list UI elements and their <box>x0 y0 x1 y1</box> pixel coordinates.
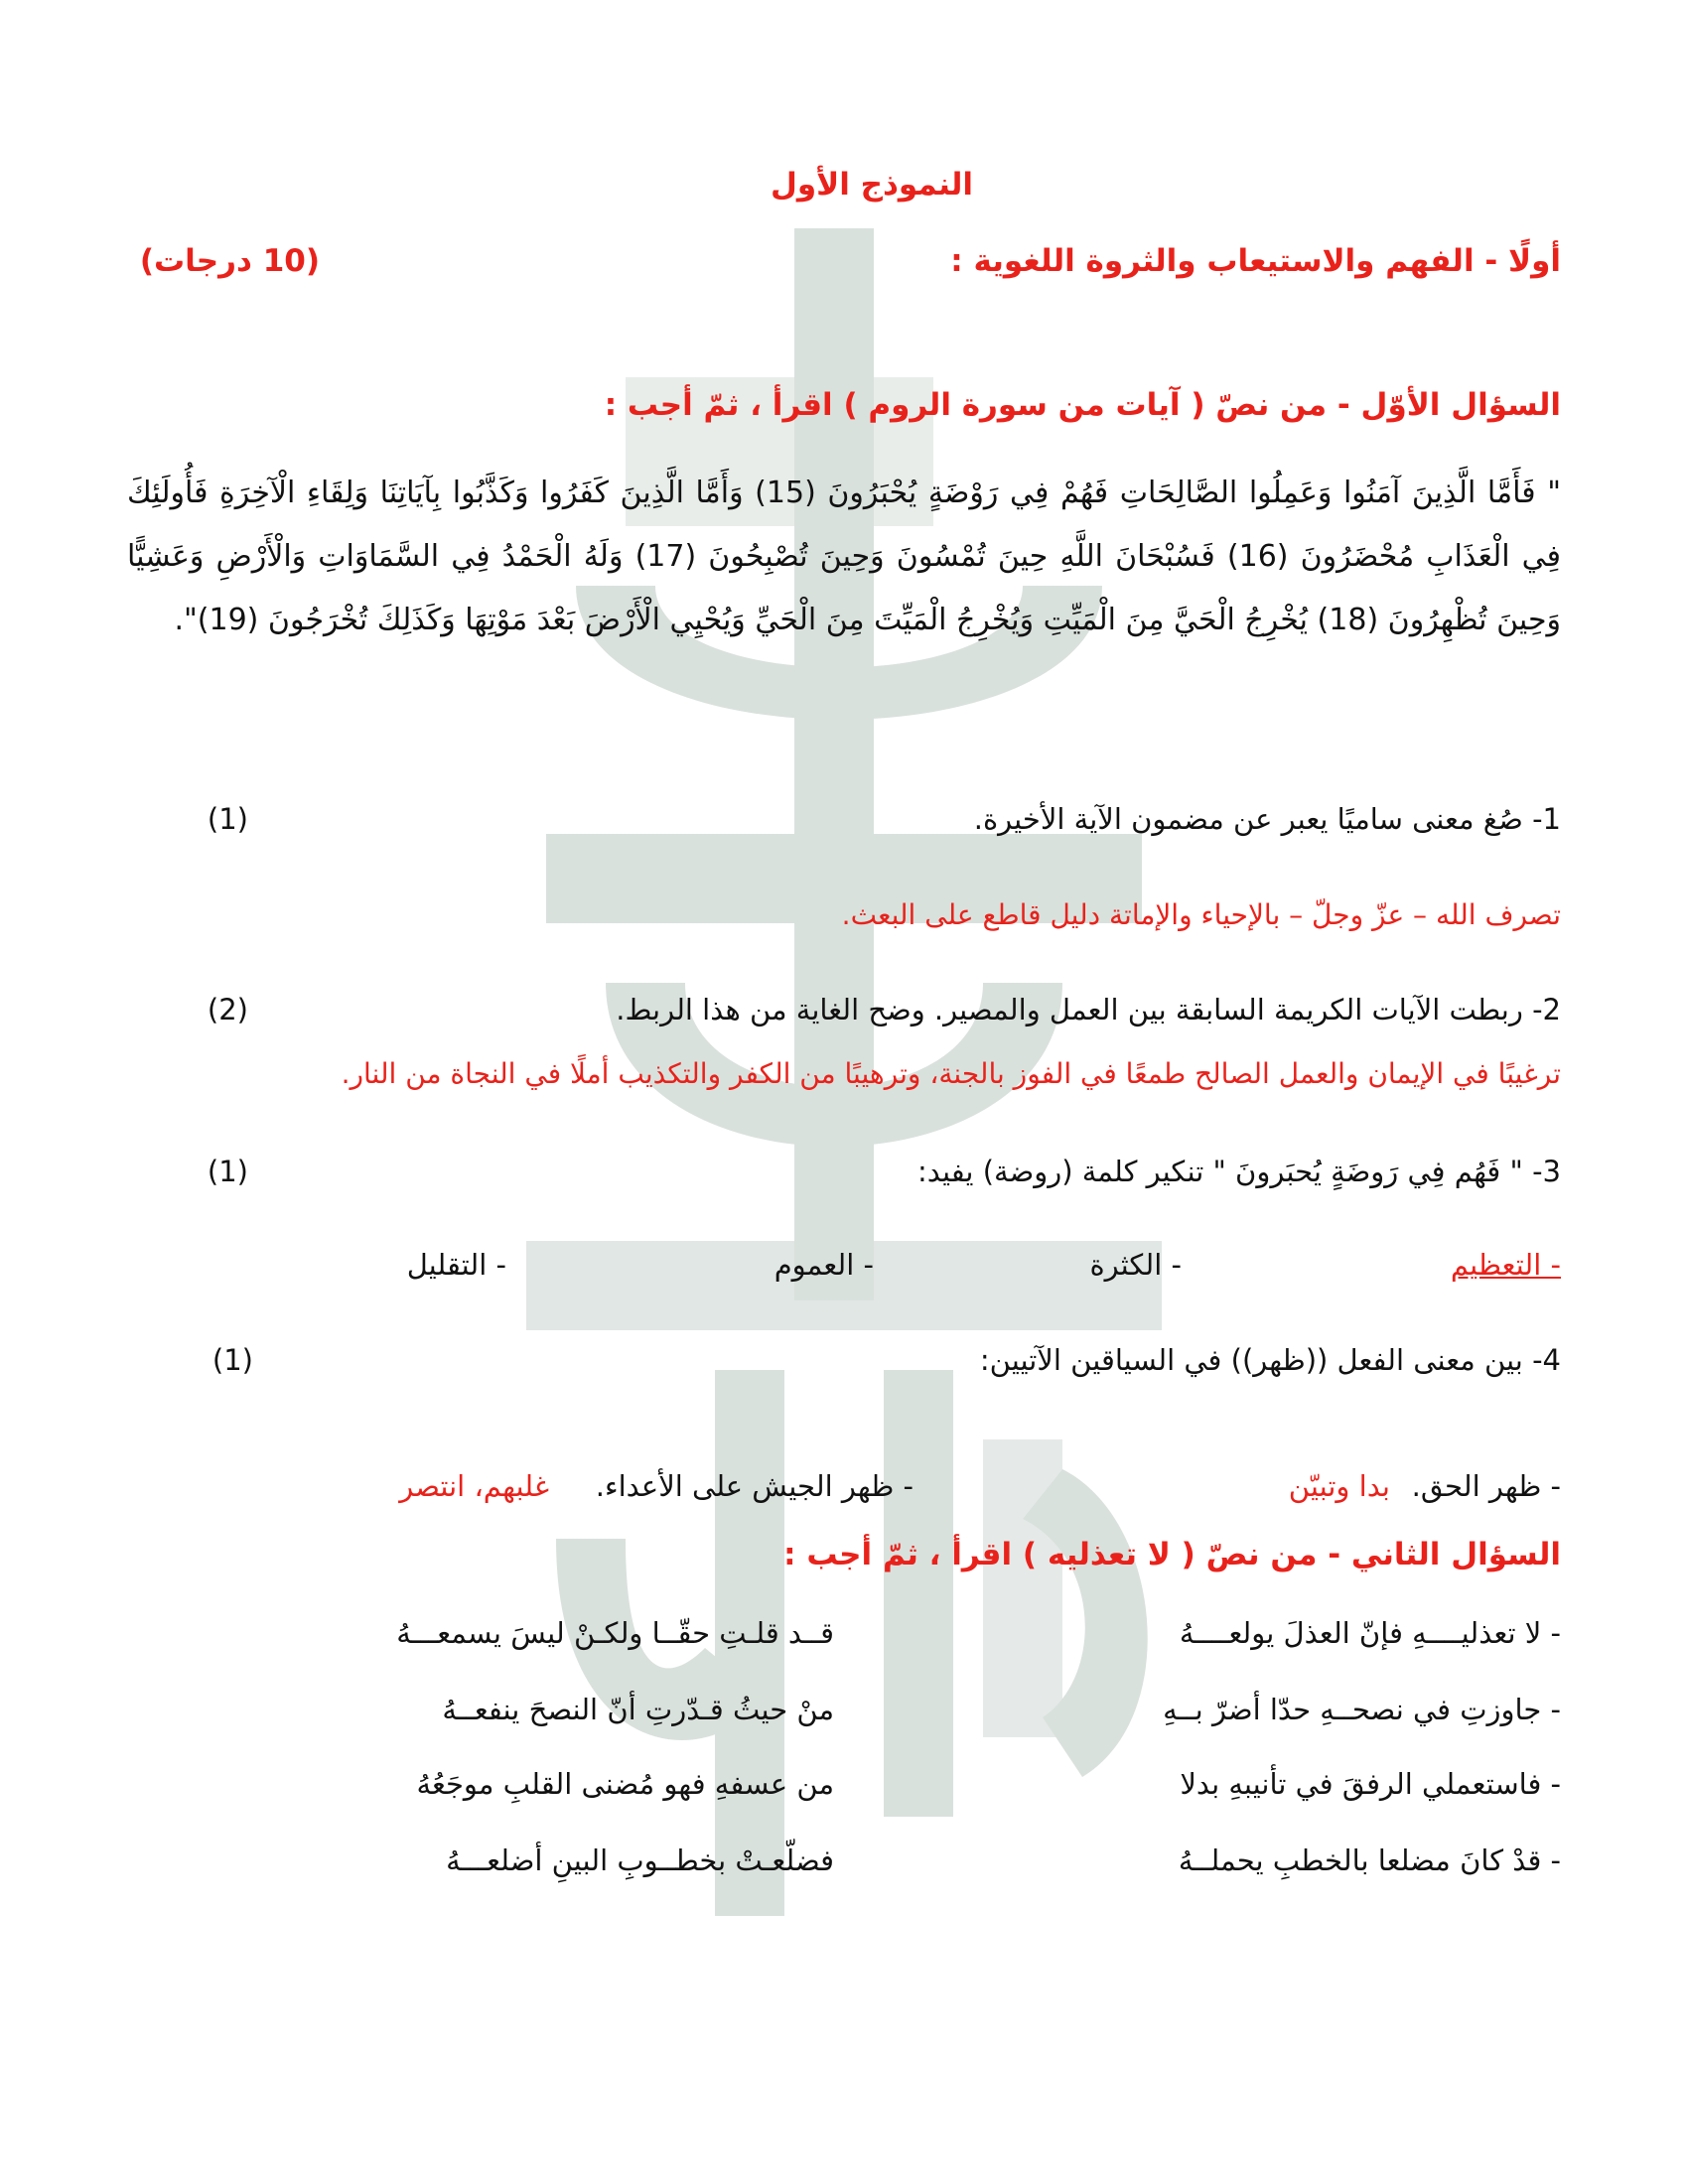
question-1-3-mark: (1) <box>207 1155 248 1188</box>
option-selected-text: - التعظيم <box>1450 1248 1561 1282</box>
question-1-4: 4- بين معنى الفعل ((ظهر)) في السياقين الآتيين: <box>979 1343 1561 1377</box>
quran-passage: " فَأَمَّا الَّذِينَ آمَنُوا وَعَمِلُوا الصَّالِحَاتِ فَهُمْ فِي رَوْضَةٍ يُحْبَرُونَ (15) وَأَمَّا الَّذِينَ كَفَرُوا وَكَذَّبُوا بِآيَاتِنَا وَلِقَاءِ الْآخِرَةِ فَأُولَئِكَ فِي الْعَذَابِ مُحْضَرُونَ (16) فَسُبْحَانَ اللَّهِ حِينَ تُمْسُونَ وَحِينَ تُصْبِحُونَ (17) وَلَهُ الْحَمْدُ فِي السَّمَاوَاتِ وَالْأَرْضِ وَعَشِيًّا وَحِينَ تُظْهِرُونَ (18) يُخْرِجُ الْحَيَّ مِنَ الْمَيِّتِ وَيُخْرِجُ الْمَيِّتَ مِنَ الْحَيِّ وَيُحْيِي الْأَرْضَ بَعْدَ مَوْتِهَا وَكَذَلِكَ تُخْرَجُونَ (19)". <box>127 476 1562 637</box>
question-1-heading: السؤال الأوّل - من نصّ ( آيات من سورة الروم ) اقرأ ، ثمّ أجب : <box>604 387 1561 423</box>
verse-3-first: - فاستعملي الرفقَ في تأنيبهِ بدلا <box>1180 1767 1561 1801</box>
verse-4-first: - قدْ كانَ مضلعا بالخطبِ يحملــهُ <box>1178 1843 1561 1877</box>
option-selected[interactable] <box>1451 1248 1561 1282</box>
question-1-2: 2- ربطت الآيات الكريمة السابقة بين العمل والمصير. وضح الغاية من هذا الربط. <box>616 993 1561 1026</box>
page-title: النموذج الأول <box>770 167 973 203</box>
verse-2-second: منْ حيثُ قـدّرتِ أنّ النصحَ ينفعــهُ <box>442 1693 834 1726</box>
option[interactable]: - التقليل <box>406 1248 506 1282</box>
verse-1-first: - لا تعذليــــهِ فإنّ العذلَ يولعــــهُ <box>1179 1616 1561 1650</box>
option[interactable]: - الكثرة <box>1089 1248 1182 1282</box>
question-2-heading: السؤال الثاني - من نصّ ( لا تعذليه ) اقرأ ، ثمّ أجب : <box>783 1537 1561 1572</box>
context-2: - ظهر الجيش على الأعداء. <box>595 1469 914 1503</box>
verse-1-second: قــد قلـتِ حقّــا ولكـنْ ليسَ يسمعـــهُ <box>396 1616 834 1650</box>
verse-4-second: فضلّعـتْ بخطــوبِ البينِ أضلعـــهُ <box>446 1843 834 1877</box>
answer-1-2: ترغيبًا في الإيمان والعمل الصالح طمعًا في الفوز بالجنة، وترهيبًا من الكفر والتكذيب أملًا في النجاة من النار. <box>341 1057 1561 1090</box>
question-1-2-mark: (2) <box>207 993 248 1026</box>
section-marks: (10 درجات) <box>139 243 320 279</box>
question-1-4-mark: (1) <box>211 1343 253 1377</box>
context-2-answer: غلبهم، انتصر <box>399 1469 549 1503</box>
answer-1-1: تصرف الله – عزّ وجلّ – بالإحياء والإماتة دليل قاطع على البعث. <box>841 898 1561 931</box>
verse-2-first: - جاوزتِ في نصحــهِ حدّا أضرّ بــهِ <box>1163 1693 1561 1726</box>
option[interactable]: - العموم <box>774 1248 874 1282</box>
question-1-3: 3- " فَهُم فِي رَوضَةٍ يُحبَرونَ " تنكير كلمة (روضة) يفيد: <box>917 1155 1561 1188</box>
question-1-1: 1- صُغ معنى ساميًا يعبر عن مضمون الآية الأخيرة. <box>973 802 1561 836</box>
context-1: - ظهر الحق. <box>1411 1469 1561 1503</box>
section-heading: أولًا - الفهم والاستيعاب والثروة اللغوية : <box>950 243 1561 279</box>
verse-3-second: من عسفهِ فهو مُضنى القلبِ موجَعُهُ <box>416 1767 834 1801</box>
question-1-1-mark: (1) <box>207 802 248 836</box>
context-1-answer: بدا وتبيّن <box>1288 1469 1390 1503</box>
